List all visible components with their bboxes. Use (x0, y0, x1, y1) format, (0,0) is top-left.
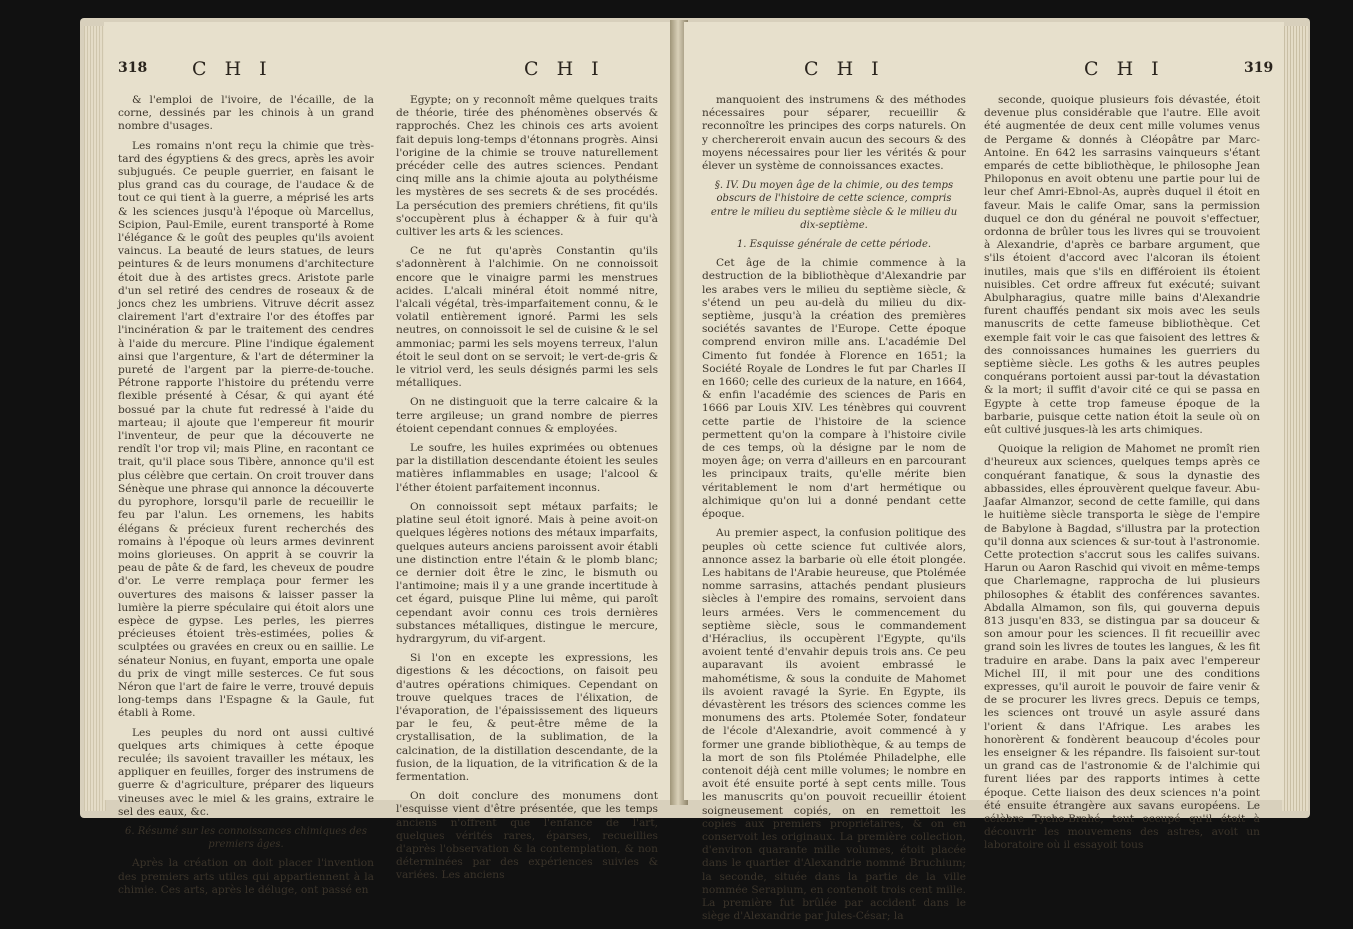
text-column (984, 94, 1260, 859)
paragraph: On doit conclure des monumens dont l'esquisse vient d'être présentée, que les temps anciens n'offrent que l'enfance de l'art, quelques vérités rares, éparses, recueillies d'après l'observation & la contemplation, & non déterminées par des expériences suivies & variées. Les anciens (396, 790, 658, 882)
text-column (702, 94, 966, 929)
paragraph: Cet âge de la chimie commence à la destruction de la bibliothèque d'Alexandrie par les arabes vers le milieu du septième siècle, & s'étend un peu au-delà du milieu du dix-septième, jusqu'à la création des premières sociétés savantes de l'Europe. Cette époque comprend environ mille ans. L'académie Del Cimento fut fondée à Florence en 1651; la Société Royale de Londres le fut par Charles II en 1660; celle des curieux de la nature, en 1664, & enfin l'académie des sciences de Paris en 1666 par Louis XIV. Les ténèbres qui couvrent cette partie de l'histoire de la science permettent qu'on la compare à l'histoire civile de ces temps, où la désigne par le nom de moyen âge; on verra d'ailleurs en en parcourant les principaux traits, qu'elle mérite bien véritablement le nom d'art hermétique ou alchimique qu'on lui a donné pendant cette époque. (702, 257, 966, 521)
paragraph: Le soufre, les huiles exprimées ou obtenues par la distillation descendante étoient les seules matières inflammables en usage; l'alcool & l'éther étoient parfaitement inconnus. (396, 442, 658, 494)
paragraph: Après la création on doit placer l'invention des premiers arts utiles qui appartiennent à la chimie. Ces arts, après le déluge, ont passé en (118, 857, 374, 896)
paragraph: Egypte; on y reconnoît même quelques traits de théorie, tirée des phénomènes observés & rapprochés. Chez les chinois ces arts avoient fait depuis long-temps d'étonnans progrès. Ainsi l'origine de la chimie se trouve naturellement précéder celle des autres sciences. Pendant cinq mille ans la chimie ajouta au polythéisme les mystères de ses secrets & de ses procédés. La persécution des premiers chrétiens, fit qu'ils s'occupèrent plus à échapper & à fuir qu'à cultiver les arts & les sciences. (396, 94, 658, 239)
page-number: 318 (118, 60, 148, 76)
text-column (396, 94, 658, 889)
running-head: C H I (524, 58, 605, 80)
paragraph: seconde, quoique plusieurs fois dévastée, étoit devenue plus considérable que l'autre. Elle avoit été augmentée de deux cent mille volumes venus de Pergame & donnés à Cléopâtre par Marc-Antoine. En 642 les sarrasins vainqueurs s'étant emparés de cette bibliothèque, le philosophe Jean Philoponus en avoit obtenu une partie pour lui de leur chef Amri-Ebnol-As, auprès duquel il étoit en faveur. Mais le calife Omar, sans la permission duquel ce don du général ne pouvoit s'effectuer, ordonna de brûler tous les livres qui se trouvoient à Alexandrie, d'après ce barbare argument, que s'ils étoient d'accord avec l'alcoran ils étoient inutiles, mais que s'ils en différoient ils étoient nuisibles. Cet ordre affreux fut exécuté; suivant Abulpharagius, quatre mille bains d'Alexandrie furent chauffés pendant six mois avec les seuls manuscrits de cette fameuse bibliothèque. Cet exemple fait voir le cas que faisoient des lettres & des connoissances humaines les guerriers du septième siècle. Les goths & les autres peuples conquérans portoient aussi par-tout la dévastation & la mort; il suffit d'avoir cité ce qui se passa en Egypte à cette trop fameuse époque de la barbarie, puisque cette nation étoit la seule où on eût cultivé jusques-là les arts chimiques. (984, 94, 1260, 437)
paragraph: Les peuples du nord ont aussi cultivé quelques arts chimiques à cette époque reculée; ils savoient travailler les métaux, les appliquer en feuilles, forger des instrumens de guerre & d'agriculture, préparer des liqueurs vineuses avec le miel & les grains, extraire le sel des eaux, &c. (118, 726, 374, 818)
left-page (104, 22, 673, 896)
paragraph: On connoissoit sept métaux parfaits; le platine seul étoit ignoré. Mais à peine avoit-on quelques légères notions des métaux imparfaits, quelques auteurs anciens paroissent avoir établi une distinction entre l'étain & le plomb blanc; ce dernier doit être le zinc, le bismuth ou l'antimoine; mais il y a une grande incertitude à cet égard, puisque Pline lui même, qui paroît cependant avoir connu ces trois dernières substances métalliques, distingue le mercure, hydrargyrum, du vif-argent. (396, 500, 658, 645)
page-number: 319 (1244, 60, 1274, 76)
section-heading: 6. Résumé sur les connoissances chimiques des premiers âges. (125, 825, 367, 851)
paragraph: Quoique la religion de Mahomet ne promît rien d'heureux aux sciences, quelques temps après ce conquérant fanatique, & sous la dynastie des abbassides, elles éprouvèrent quelque faveur. Abu-Jaafar Almanzor, second de cette famille, qui dans le huitième siècle transporta le siège de l'empire de Babylone à Bagdad, s'illustra par la protection qu'il donna aux sciences & sur-tout à l'astronomie. Cette protection s'accrut sous les califes suivans. Harun ou Aaron Raschid qui vivoit en même-temps que Charlemagne, rapprocha de lui plusieurs philosophes & établit des conférences savantes. Abdalla Almamon, son fils, qui gouverna depuis 813 jusqu'en 833, se distingua par sa douceur & son amour pour les sciences. Il fit recueillir avec grand soin les livres de toutes les langues, & les fit traduire en arabe. Dans la paix avec l'empereur Michel III, il mit pour une des conditions expresses, qu'il auroit le pouvoir de faire venir & de se procurer les livres grecs. Depuis ce temps, les sciences ont trouvé un asyle assuré dans l'orient & dans l'Afrique. Les arabes les honorèrent & fondèrent beaucoup d'écoles pour les enseigner & les répandre. Ils faisoient sur-tout un grand cas de l'astronomie & de l'alchimie qui furent liées par des rapports intimes à cette époque. Cette liaison des deux sciences n'a point été ensuite étrangère aux savans européens. Le célèbre Tycho-Brahé, tout occupé qu'il étoit à découvrir les mouvemens des astres, avoit un laboratoire où il essayoit tous (984, 443, 1260, 852)
paragraph: Ce ne fut qu'après Constantin qu'ils s'adonnèrent à l'alchimie. On ne connoissoit encore que le vinaigre parmi les menstrues acides. L'alcali minéral étoit nommé nitre, l'alcali végétal, très-imparfaitement connu, & le volatil entièrement ignoré. Parmi les sels neutres, on connoissoit le sel de cuisine & le sel ammoniac; parmi les sels moyens terreux, l'alun étoit le seul dont on se servoit; le vert-de-gris & le vitriol verd, les seuls désignés parmi les sels métalliques. (396, 245, 658, 390)
paragraph: manquoient des instrumens & des méthodes nécessaires pour séparer, recueillir & reconnoître les principes des corps naturels. On y cherchereroit envain aucun des secours & des moyens nécessaires pour lier les vérités & pour élever un système de connoissances exactes. (702, 94, 966, 173)
paragraph: On ne distinguoit que la terre calcaire & la terre argileuse; un grand nombre de pierres étoient cependant connues & employées. (396, 396, 658, 435)
running-head: C H I (804, 58, 885, 80)
paragraph: Si l'on en excepte les expressions, les digestions & les décoctions, on faisoit peu d'autres opérations chimiques. Cependant on trouve quelques traces de l'élixation, de l'évaporation, de l'épaississement des liqueurs par le feu, & peut-être même de la crystallisation, de la sublimation, de la calcination, de la distillation descendante, de la fusion, de la liquation, de la vitrification & de la fermentation. (396, 652, 658, 783)
section-heading: §. IV. Du moyen âge de la chimie, ou des temps obscurs de l'histoire de cette science, compris entre le milieu du septième siècle & le milieu du dix-septième. (710, 180, 958, 231)
running-head: C H I (192, 58, 273, 80)
paragraph: Au premier aspect, la confusion politique des peuples où cette science fut cultivée alors, annonce assez la barbarie où elle étoit plongée. Les habitans de l'Arabie heureuse, que Ptolémée nomme sarrasins, attachés pendant plusieurs siècles à l'empire des romains, servoient dans leurs armées. Vers le commencement du septième siècle, sous le commandement d'Héraclius, ils occupèrent l'Egypte, qu'ils avoient tenté d'envahir depuis trois ans. Ce peu auparavant ils avoient embrassé le mahométisme, & sous la conduite de Mahomet ils avoient ravagé la Syrie. En Egypte, ils dévastèrent les trésors des sciences comme les monumens des arts. Ptolemée Soter, fondateur de l'école d'Alexandrie, avoit commencé à y former une grande bibliothèque, & au temps de la mort de son fils Ptolémée Philadelphe, elle contenoit déjà cent mille volumes; le nombre en avoit été ensuite porté à sept cents mille. Tous les manuscrits qu'on pouvoit recueillir étoient soigneusement copiés, on en remettoit les copies aux premiers propriétaires, & on en conservoit les originaux. La première collection, d'environ quarante mille volumes, étoit placée dans le quartier d'Alexandrie nommé Bruchium; la seconde, située dans la partie de la ville nommée Serapium, en contenoit trois cent mille. La première fut brûlée par accident dans le siège d'Alexandrie par Jules-César; la (702, 527, 966, 923)
paragraph: Les romains n'ont reçu la chimie que très-tard des égyptiens & des grecs, après les avoir subjugués. Ce peuple guerrier, en faisant le plus grand cas du courage, de l'audace & de tout ce qui tient à la guerre, a méprisé les arts & les sciences jusqu'à l'époque où Marcellus, Scipion, Paul-Emile, eurent transporté à Rome l'élégance & le goût des peuples qu'ils avoient vaincus. La beauté de leurs statues, de leurs peintures & de leurs monumens d'architecture étoit due à des artistes grecs. Aristote parle d'un sel retiré des cendres de roseaux & de joncs chez les umbriens. Vitruve décrit assez clairement l'art d'extraire l'or des étoffes par l'incinération & par le traitement des cendres à l'aide du mercure. Pline l'indique également ainsi que l'argenture, & l'art de déterminer la pureté de l'argent par la pierre-de-touche. Pétrone rapporte l'histoire du prétendu verre flexible présenté à César, & qui ayant été bossué par la chute fut redressé à l'aide du marteau; il ajoute que l'empereur fit mourir l'inventeur, de peur que la découverte ne rendît l'or trop vil; mais Pline, en racontant ce trait, qu'il place sous Tibère, annonce qu'il est plus célèbre que certain. On croit trouver dans Sénèque une phrase qui annonce la découverte du pyrophore, lorsqu'il parle de recueillir le feu par l'alun. Les ornemens, les habits élégans & précieux furent recherchés des romains à l'époque où leurs armes devinrent moins glorieuses. On apprit à se couvrir la peau de pâte & de fard, les cheveux de poudre d'or. Le verre remplaça pour fermer les ouvertures des maisons & laisser passer la lumière la pierre spéculaire qui étoit alors une espèce de gypse. Les perles, les pierres précieuses étoient très-estimées, polies & sculptées ou gravées en creux ou en saillie. Le sénateur Nonius, en fuyant, emporta une opale du prix de vingt mille sesterces. Ce fut sous Néron que l'art de faire le verre, trouvé depuis long-temps dans l'Espagne & la Gaule, fut établi à Rome. (118, 139, 374, 720)
section-heading: 1. Esquisse générale de cette période. (736, 239, 932, 251)
running-head: C H I (1084, 58, 1165, 80)
left-page-edges (84, 26, 106, 811)
right-page-edges (1282, 26, 1308, 811)
right-page (684, 22, 1284, 923)
paragraph: & l'emploi de l'ivoire, de l'écaille, de la corne, dessinés par les chinois à un grand nombre d'usages. (118, 94, 374, 133)
text-column (118, 94, 374, 903)
